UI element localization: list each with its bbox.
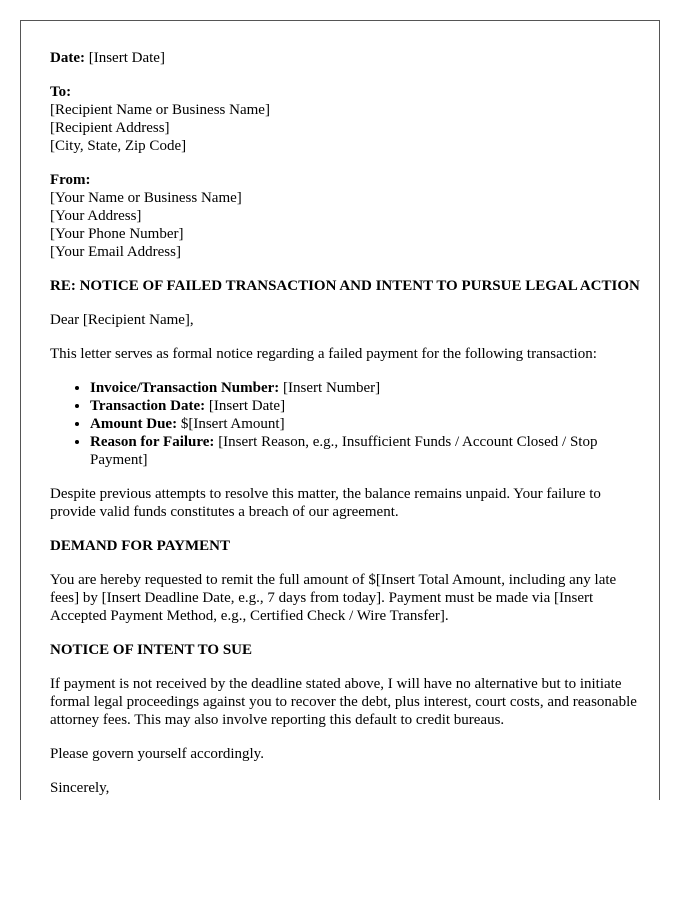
- to-label: To:: [50, 84, 72, 100]
- intent-heading: NOTICE OF INTENT TO SUE: [50, 642, 253, 658]
- detail-label: Amount Due:: [90, 416, 178, 432]
- closing-note: Please govern yourself accordingly.: [50, 746, 264, 762]
- letter-page: [20, 20, 660, 800]
- recipient-address: [Recipient Address]: [50, 120, 170, 136]
- detail-label: Transaction Date:: [90, 398, 206, 414]
- subject-line: RE: NOTICE OF FAILED TRANSACTION AND INTENT TO PURSUE LEGAL ACTION: [50, 278, 640, 294]
- salutation: Dear [Recipient Name],: [50, 312, 194, 328]
- date-value: [Insert Date]: [88, 50, 165, 66]
- sender-phone: [Your Phone Number]: [50, 226, 184, 242]
- intro-paragraph: This letter serves as formal notice regarding a failed payment for the following transaction:: [50, 346, 597, 362]
- detail-reason-for-failure: [90, 433, 642, 469]
- sender-address: [Your Address]: [50, 208, 142, 224]
- detail-value: [Insert Reason, e.g., Insufficient Funds / Account Closed / Stop Payment]: [90, 434, 598, 468]
- to-block: [50, 83, 642, 155]
- detail-label: Reason for Failure:: [90, 434, 215, 450]
- detail-transaction-date: [90, 397, 642, 415]
- date-line: [50, 49, 642, 67]
- detail-amount-due: [90, 415, 642, 433]
- intent-paragraph: If payment is not received by the deadline stated above, I will have no alternative but to initiate formal legal proceedings against you to recover the debt, plus interest, court costs, and reasonable attorney fees. This may also involve reporting this default to credit bureaus.: [50, 676, 637, 728]
- detail-value: [Insert Number]: [283, 380, 381, 396]
- letter-content: [50, 49, 642, 800]
- sign-off: Sincerely,: [50, 780, 110, 796]
- sender-email: [Your Email Address]: [50, 244, 181, 260]
- sender-name: [Your Name or Business Name]: [50, 190, 242, 206]
- recipient-name: [Recipient Name or Business Name]: [50, 102, 270, 118]
- recipient-city-state-zip: [City, State, Zip Code]: [50, 138, 187, 154]
- demand-heading: DEMAND FOR PAYMENT: [50, 538, 230, 554]
- detail-value: $[Insert Amount]: [180, 416, 285, 432]
- from-label: From:: [50, 172, 91, 188]
- demand-paragraph: You are hereby requested to remit the full amount of $[Insert Total Amount, including any late fees] by [Insert Deadline Date, e.g., 7 days from today]. Payment must be made via [Insert Accepted Payment Method, e.g., Certified Check / Wire Transfer].: [50, 572, 617, 624]
- transaction-details-list: [50, 379, 642, 469]
- from-block: [50, 171, 642, 261]
- detail-label: Invoice/Transaction Number:: [90, 380, 280, 396]
- detail-value: [Insert Date]: [208, 398, 286, 414]
- date-label: Date:: [50, 50, 85, 66]
- breach-paragraph: Despite previous attempts to resolve this matter, the balance remains unpaid. Your failure to provide valid funds constitutes a breach of our agreement.: [50, 486, 601, 520]
- detail-invoice-number: [90, 379, 642, 397]
